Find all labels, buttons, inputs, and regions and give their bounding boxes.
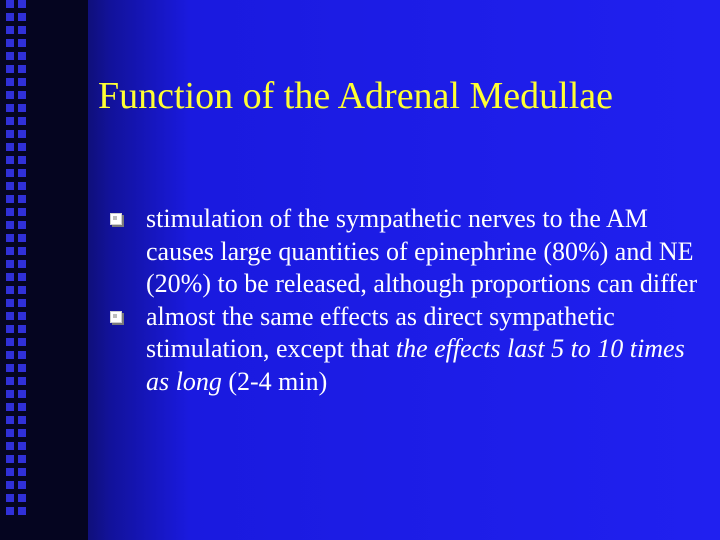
bullet-text: almost the same effects as direct sympathetic stimulation, except that <box>146 301 615 363</box>
bullet-item <box>110 203 710 301</box>
decor-square-column <box>6 0 16 540</box>
bullet-text-tail: (2-4 min) <box>221 366 328 396</box>
hollow-square-bullet-icon <box>110 213 122 225</box>
left-decor-strip <box>0 0 88 540</box>
bullet-text: stimulation of the sympathetic nerves to the AM causes large quantities of epinephrine (80%) and NE (20%) to be released, although proportions can differ <box>146 204 698 298</box>
decor-square-column <box>18 0 28 540</box>
hollow-square-bullet-icon <box>110 311 122 323</box>
bullet-item <box>110 301 710 399</box>
bullet-list <box>110 203 710 398</box>
bullet-text-italic: the effects last 5 to 10 times as long <box>146 334 685 396</box>
slide-title: Function of the Adrenal Medullae <box>98 75 613 117</box>
